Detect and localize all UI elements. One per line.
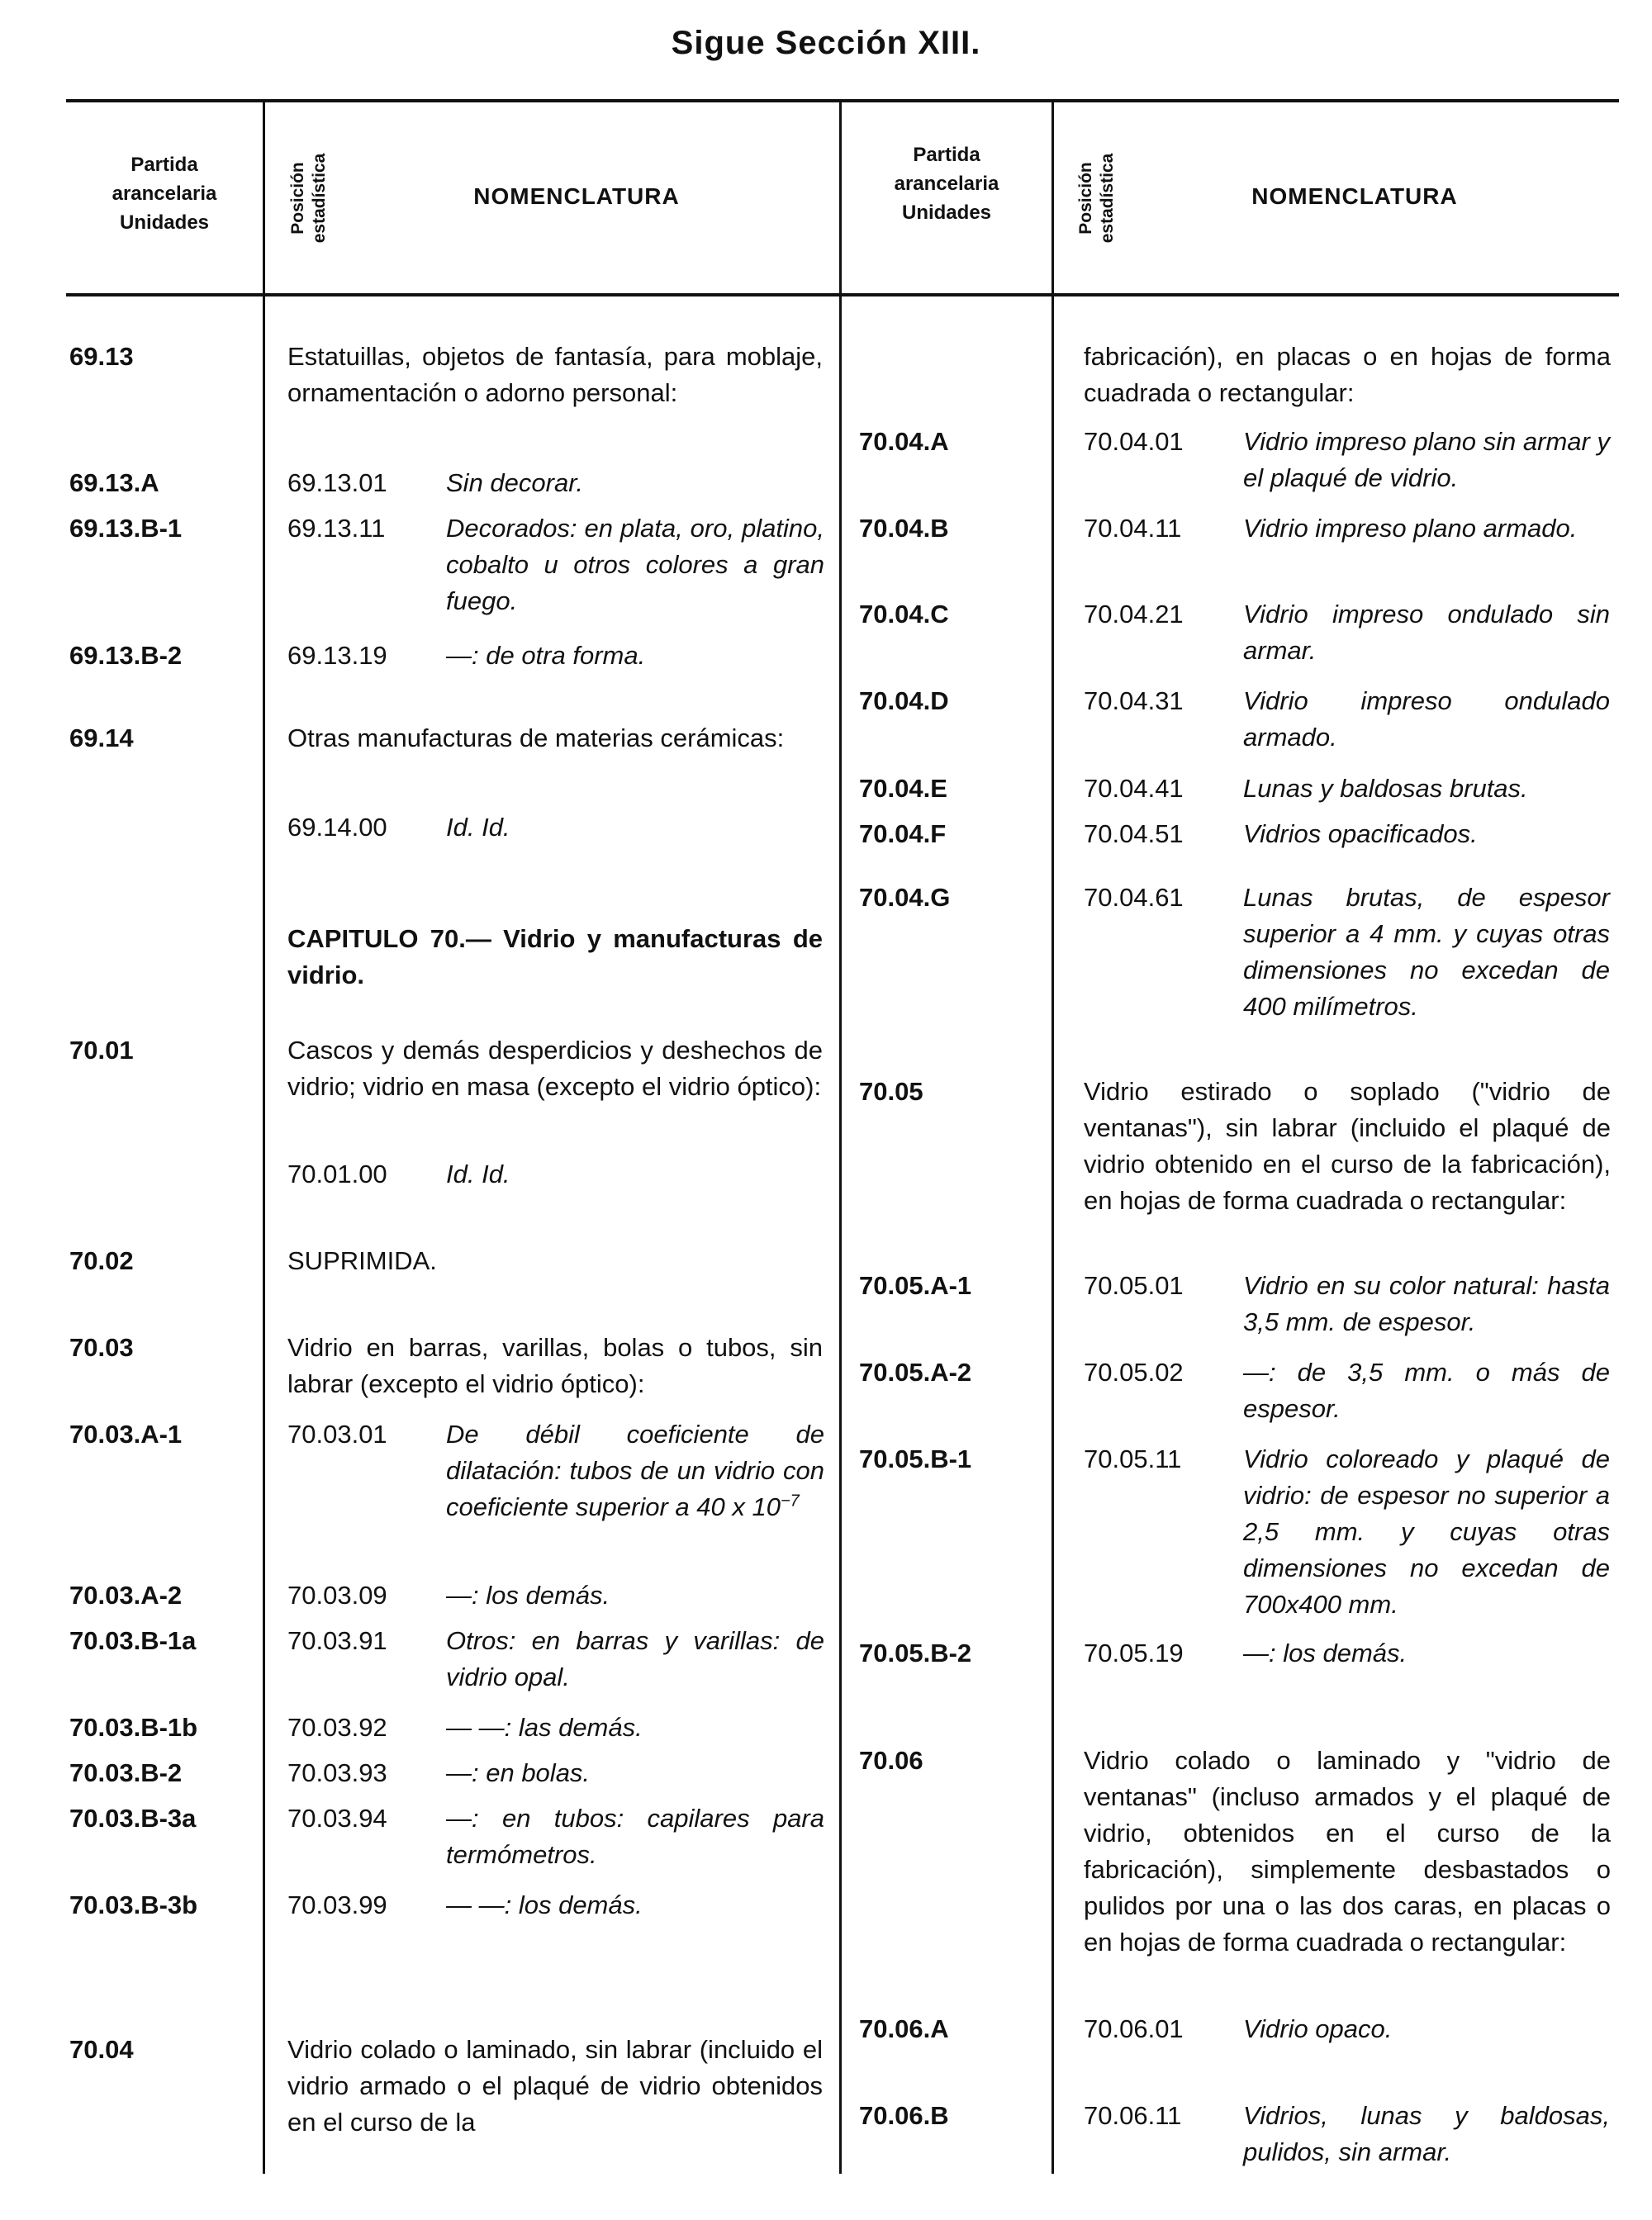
nomenclatura-line: Vidrio impreso ondulado armado. (1243, 686, 1610, 752)
nomenclatura-line: Vidrios, lunas y baldosas, pulidos, sin armar. (1243, 2101, 1610, 2166)
nomenclatura-line: Lunas y baldosas brutas. (1243, 774, 1528, 803)
posicion-code: 70.05.01 (1084, 1271, 1184, 1300)
posicion-code: 70.06.01 (1084, 2014, 1184, 2043)
header-partida-line: Unidades (119, 211, 210, 234)
partida-code: 70.04.C (859, 600, 949, 629)
nomenclatura-line: Vidrio colado o laminado y "vidrio de ventanas" (incluso armados y el plaqué de vidrio, obtenidos en el curso de la fabricación), simplemente desbastados o pulidos por una o las dos caras, en placas o en hojas de forma cuadrada o rectangular: (1084, 1746, 1611, 1957)
posicion-code: 69.13.01 (287, 468, 387, 497)
partida-code: 70.06 (859, 1746, 923, 1775)
partida-code: 70.05.A-2 (859, 1358, 972, 1387)
exponent: −7 (780, 1492, 800, 1511)
nomenclatura-text (1243, 2011, 1610, 2047)
nomenclatura-line: Vidrio en barras, varillas, bolas o tubos, sin labrar (excepto el vidrio óptico): (287, 1333, 823, 1398)
header-partida-line: Unidades (901, 202, 992, 224)
nomenclatura-line: Vidrio en su color natural: hasta 3,5 mm. de espesor. (1243, 1271, 1610, 1336)
posicion-code: 70.03.91 (287, 1626, 387, 1655)
partida-code: 70.03.B-1a (69, 1626, 197, 1655)
partida-code: 70.03.B-1b (69, 1713, 198, 1742)
nomenclatura-text (287, 1032, 823, 1105)
header-posicion-line: Posición (288, 162, 307, 235)
nomenclatura-line: Otros: en barras y varillas: de vidrio opal. (446, 1626, 824, 1691)
nomenclatura-line: Sin decorar. (446, 468, 583, 497)
header-partida (842, 140, 1051, 227)
header-partida-line: arancelaria (112, 183, 217, 205)
nomenclatura-line: Vidrio impreso plano sin armar y el plaqué de vidrio. (1243, 427, 1610, 492)
partida-code: 70.05.A-1 (859, 1271, 972, 1300)
partida-code: 70.04.F (859, 819, 947, 848)
nomenclatura-text (1243, 880, 1610, 1025)
posicion-code: 70.04.41 (1084, 774, 1184, 803)
nomenclatura-line: —: en tubos: capilares para termómetros. (446, 1804, 824, 1869)
header-partida-line: arancelaria (894, 173, 999, 195)
nomenclatura-line: —: los demás. (1243, 1639, 1408, 1667)
nomenclatura-line: Id. Id. (446, 813, 510, 842)
posicion-code: 70.03.93 (287, 1758, 387, 1787)
nomenclatura-text (1084, 1743, 1611, 1961)
header-nomenclatura: NOMENCLATURA (1251, 183, 1458, 209)
header-posicion-line: Posición (1076, 162, 1095, 235)
partida-code: 70.06.A (859, 2014, 949, 2043)
partida-code: 70.05 (859, 1077, 923, 1106)
nomenclatura-text (1243, 596, 1610, 669)
partida-code: 70.06.B (859, 2101, 949, 2130)
posicion-code: 70.04.11 (1084, 514, 1182, 543)
partida-code: 70.05.B-2 (859, 1639, 972, 1667)
partida-code: 69.13.A (69, 468, 159, 497)
nomenclatura-text (1243, 1268, 1610, 1340)
posicion-code: 70.03.09 (287, 1581, 387, 1610)
partida-code: 70.03 (69, 1333, 134, 1362)
partida-code: 70.04.E (859, 774, 947, 803)
nomenclatura-text (446, 1710, 824, 1746)
nomenclatura-text (1243, 424, 1610, 496)
nomenclatura-text (1243, 816, 1610, 852)
nomenclatura-text (446, 1577, 824, 1614)
nomenclatura-text (446, 1887, 824, 1924)
nomenclatura-line: —: de otra forma. (446, 641, 646, 670)
nomenclatura-line: Vidrio opaco. (1243, 2014, 1393, 2043)
posicion-code: 70.04.21 (1084, 600, 1184, 629)
partida-code: 70.04.A (859, 427, 949, 456)
posicion-code: 70.04.31 (1084, 686, 1184, 715)
header-partida-line: Partida (913, 144, 980, 166)
nomenclatura-line: Cascos y demás desperdicios y deshechos de vidrio; vidrio en masa (excepto el vidrio óptico): (287, 1036, 823, 1101)
partida-code: 69.13 (69, 342, 134, 371)
column-divider (1051, 101, 1054, 2174)
partida-code: 69.14 (69, 723, 134, 752)
nomenclatura-line: Id. Id. (446, 1160, 510, 1188)
posicion-code: 70.03.99 (287, 1890, 387, 1919)
nomenclatura-text (1084, 339, 1611, 411)
partida-code: 70.04.B (859, 514, 949, 543)
header-partida-line: Partida (131, 154, 198, 176)
nomenclatura-text (446, 809, 824, 846)
header-posicion-line: estadística (310, 153, 329, 244)
partida-code: 70.04 (69, 2035, 134, 2064)
nomenclatura-text (1243, 1354, 1610, 1427)
nomenclatura-text (1084, 1074, 1611, 1219)
nomenclatura-text (287, 720, 823, 757)
nomenclatura-line: Vidrio impreso ondulado sin armar. (1243, 600, 1610, 665)
header-partida (66, 150, 263, 237)
partida-code: 70.03.B-2 (69, 1758, 183, 1787)
header-nomenclatura: NOMENCLATURA (473, 183, 680, 209)
nomenclatura-text (1243, 1635, 1610, 1672)
posicion-code: 70.03.94 (287, 1804, 387, 1833)
posicion-code: 69.13.11 (287, 514, 386, 543)
header-posicion-line: estadística (1098, 153, 1117, 244)
posicion-code: 70.05.02 (1084, 1358, 1184, 1387)
nomenclatura-line: —: de 3,5 mm. o más de espesor. (1243, 1358, 1610, 1423)
nomenclatura-line: Vidrio colado o laminado, sin labrar (incluido el vidrio armado o el plaqué de vidrio obtenidos en el curso de la (287, 2035, 823, 2137)
nomenclatura-text (446, 1156, 824, 1193)
nomenclatura-text (287, 2032, 823, 2141)
table-top-rule (66, 99, 1619, 102)
partida-code: 70.03.A-1 (69, 1420, 183, 1449)
nomenclatura-text (287, 1330, 823, 1402)
posicion-code: 70.04.61 (1084, 883, 1184, 912)
partida-code: 70.03.B-3a (69, 1804, 197, 1833)
nomenclatura-line: Decorados: en plata, oro, platino, cobalto u otros colores a gran fuego. (446, 514, 824, 615)
posicion-code: 70.03.92 (287, 1713, 387, 1742)
nomenclatura-line: fabricación), en placas o en hojas de forma cuadrada o rectangular: (1084, 342, 1611, 407)
nomenclatura-text (1243, 683, 1610, 756)
nomenclatura-text (287, 339, 823, 411)
nomenclatura-text (287, 921, 823, 994)
posicion-code: 70.04.51 (1084, 819, 1184, 848)
nomenclatura-line: —: los demás. (446, 1581, 610, 1610)
column-divider (839, 101, 842, 2174)
page-title: Sigue Sección XIII. (671, 25, 981, 61)
partida-code: 70.01 (69, 1036, 134, 1065)
nomenclatura-line: CAPITULO 70.— Vidrio y manufacturas de vidrio. (287, 924, 823, 989)
partida-code: 70.03.B-3b (69, 1890, 198, 1919)
posicion-code: 70.05.19 (1084, 1639, 1184, 1667)
nomenclatura-text (446, 1416, 824, 1525)
posicion-code: 70.01.00 (287, 1160, 387, 1188)
nomenclatura-text (446, 638, 824, 674)
partida-code: 70.03.A-2 (69, 1581, 183, 1610)
nomenclatura-text (1243, 510, 1610, 547)
nomenclatura-line: Lunas brutas, de espesor superior a 4 mm. y cuyas otras dimensiones no excedan de 400 milímetros. (1243, 883, 1610, 1021)
nomenclatura-line: Otras manufacturas de materias cerámicas: (287, 723, 785, 752)
nomenclatura-line: — —: las demás. (446, 1713, 643, 1742)
nomenclatura-text (446, 510, 824, 619)
posicion-code: 69.13.19 (287, 641, 387, 670)
partida-code: 70.04.G (859, 883, 951, 912)
posicion-code: 70.05.11 (1084, 1444, 1182, 1473)
nomenclatura-text (1243, 771, 1610, 807)
column-divider (263, 101, 265, 2174)
nomenclatura-text (1243, 1441, 1610, 1623)
nomenclatura-line: — —: los demás. (446, 1890, 643, 1919)
nomenclatura-line: Estatuillas, objetos de fantasía, para moblaje, ornamentación o adorno personal: (287, 342, 823, 407)
partida-code: 70.02 (69, 1246, 134, 1275)
partida-code: 69.13.B-1 (69, 514, 183, 543)
nomenclatura-line: —: en bolas. (446, 1758, 591, 1787)
nomenclatura-text (446, 1755, 824, 1791)
posicion-code: 70.03.01 (287, 1420, 387, 1449)
nomenclatura-line: Vidrios opacificados. (1243, 819, 1478, 848)
nomenclatura-text (446, 465, 824, 501)
nomenclatura-line: SUPRIMIDA. (287, 1246, 437, 1275)
nomenclatura-line: De débil coeficiente de dilatación: tubos de un vidrio con coeficiente superior a 40 x 10 (446, 1420, 824, 1521)
nomenclatura-text (287, 1243, 823, 1279)
posicion-code: 70.06.11 (1084, 2101, 1182, 2130)
nomenclatura-text (1243, 2098, 1610, 2170)
partida-code: 70.05.B-1 (859, 1444, 972, 1473)
nomenclatura-line: Vidrio estirado o soplado ("vidrio de ventanas"), sin labrar (incluido el plaqué de vidrio obtenido en el curso de la fabricación), en hojas de forma cuadrada o rectangular: (1084, 1077, 1611, 1215)
posicion-code: 69.14.00 (287, 813, 387, 842)
nomenclatura-text (446, 1800, 824, 1873)
nomenclatura-line: Vidrio impreso plano armado. (1243, 514, 1578, 543)
nomenclatura-text (446, 1623, 824, 1696)
nomenclatura-line: Vidrio coloreado y plaqué de vidrio: de espesor no superior a 2,5 mm. y cuyas otras dimensiones no excedan de 700x400 mm. (1243, 1444, 1610, 1619)
partida-code: 70.04.D (859, 686, 949, 715)
partida-code: 69.13.B-2 (69, 641, 183, 670)
header-bottom-rule (66, 293, 1619, 296)
posicion-code: 70.04.01 (1084, 427, 1184, 456)
